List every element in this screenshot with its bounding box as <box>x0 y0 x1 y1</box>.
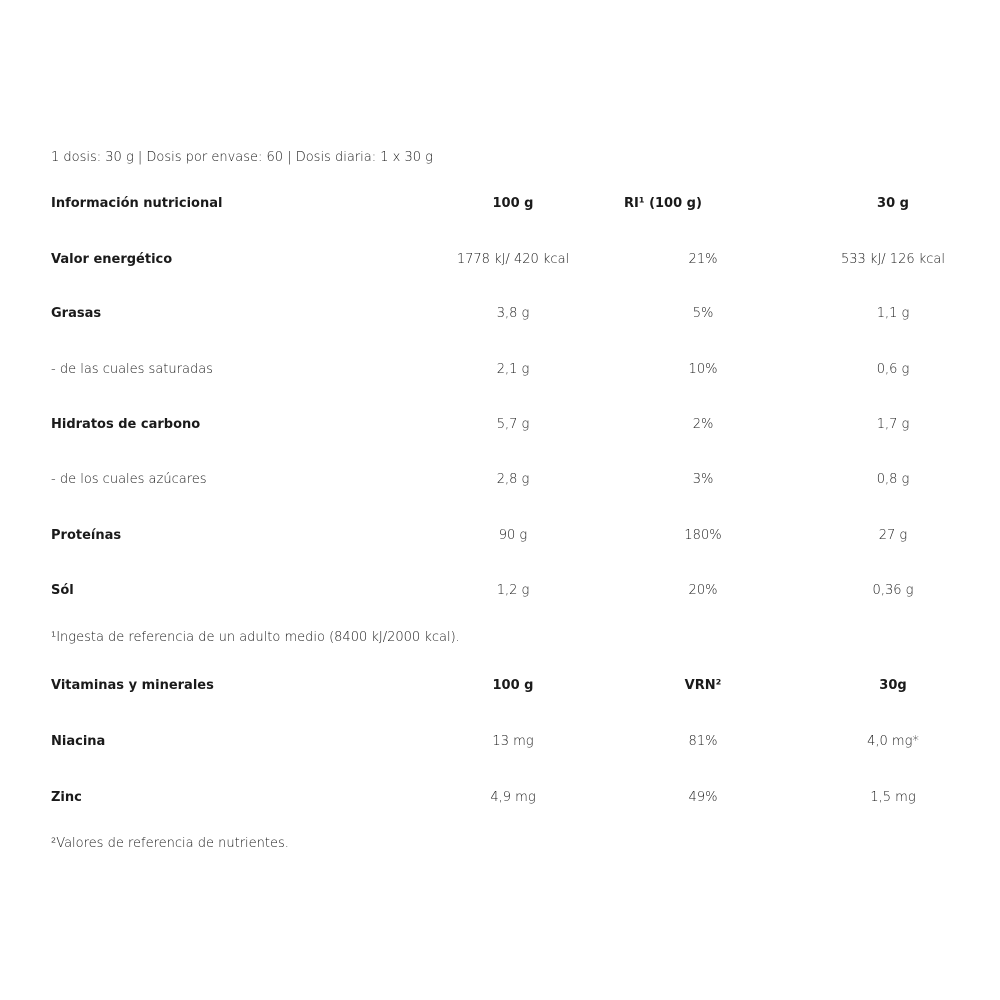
vitamins-header-30g: 30g <box>879 678 907 693</box>
table-row <box>0 524 1000 548</box>
row-value-30g: 0,36 g <box>872 583 914 598</box>
row-label: Hidratos de carbono <box>51 417 201 432</box>
table-row <box>0 248 1000 272</box>
vitamins-header-100g: 100 g <box>492 678 534 693</box>
row-value-100g: 1,2 g <box>496 583 530 598</box>
nutrition-header-100g: 100 g <box>492 196 534 211</box>
vitamins-header-vrn: VRN² <box>684 678 722 693</box>
row-value-ri: 180% <box>684 528 722 543</box>
row-value-100g: 13 mg <box>492 734 534 749</box>
row-value-ri: 10% <box>688 362 718 377</box>
row-label: - de las cuales saturadas <box>51 362 213 377</box>
table-row <box>0 579 1000 603</box>
row-label: Grasas <box>51 306 102 321</box>
table-row <box>0 358 1000 382</box>
table-row <box>0 468 1000 492</box>
table-row <box>0 413 1000 437</box>
row-label: Zinc <box>51 790 82 805</box>
row-label: Niacina <box>51 734 106 749</box>
row-value-vrn: 81% <box>688 734 718 749</box>
row-label: Proteínas <box>51 528 122 543</box>
row-value-30g: 1,7 g <box>876 417 910 432</box>
row-value-100g: 90 g <box>498 528 528 543</box>
row-value-30g: 0,8 g <box>876 472 910 487</box>
row-label: Valor energético <box>51 252 173 267</box>
row-value-30g: 533 kJ/ 126 kcal <box>840 252 946 267</box>
nutrition-header-label: Información nutricional <box>51 196 223 211</box>
vitamins-header-label: Vitaminas y minerales <box>51 678 214 693</box>
serving-info: 1 dosis: 30 g | Dosis por envase: 60 | Dosis diaria: 1 x 30 g <box>51 150 433 165</box>
row-label: Sól <box>51 583 74 598</box>
row-value-100g: 4,9 mg <box>490 790 536 805</box>
row-value-100g: 2,8 g <box>496 472 530 487</box>
table-row <box>0 730 1000 754</box>
row-value-vrn: 49% <box>688 790 718 805</box>
row-value-30g: 1,5 mg <box>870 790 916 805</box>
footnote-ri: ¹Ingesta de referencia de un adulto medio (8400 kJ/2000 kcal). <box>51 630 460 645</box>
row-value-ri: 5% <box>692 306 714 321</box>
row-value-ri: 20% <box>688 583 718 598</box>
nutrition-table-header <box>0 192 1000 216</box>
row-value-30g: 4,0 mg* <box>867 734 919 749</box>
row-value-ri: 2% <box>692 417 714 432</box>
row-value-100g: 3,8 g <box>496 306 530 321</box>
row-value-30g: 0,6 g <box>876 362 910 377</box>
nutrition-header-30g: 30 g <box>877 196 909 211</box>
row-value-ri: 21% <box>688 252 718 267</box>
row-value-100g: 2,1 g <box>496 362 530 377</box>
vitamins-table-header <box>0 674 1000 698</box>
row-value-100g: 5,7 g <box>496 417 530 432</box>
row-value-30g: 27 g <box>878 528 908 543</box>
footnote-vrn: ²Valores de referencia de nutrientes. <box>51 836 289 851</box>
table-row <box>0 786 1000 810</box>
row-value-100g: 1778 kJ/ 420 kcal <box>456 252 570 267</box>
row-value-30g: 1,1 g <box>876 306 910 321</box>
nutrition-header-ri: RI¹ (100 g) <box>624 196 702 211</box>
row-label: - de los cuales azúcares <box>51 472 207 487</box>
table-row <box>0 302 1000 326</box>
row-value-ri: 3% <box>692 472 714 487</box>
